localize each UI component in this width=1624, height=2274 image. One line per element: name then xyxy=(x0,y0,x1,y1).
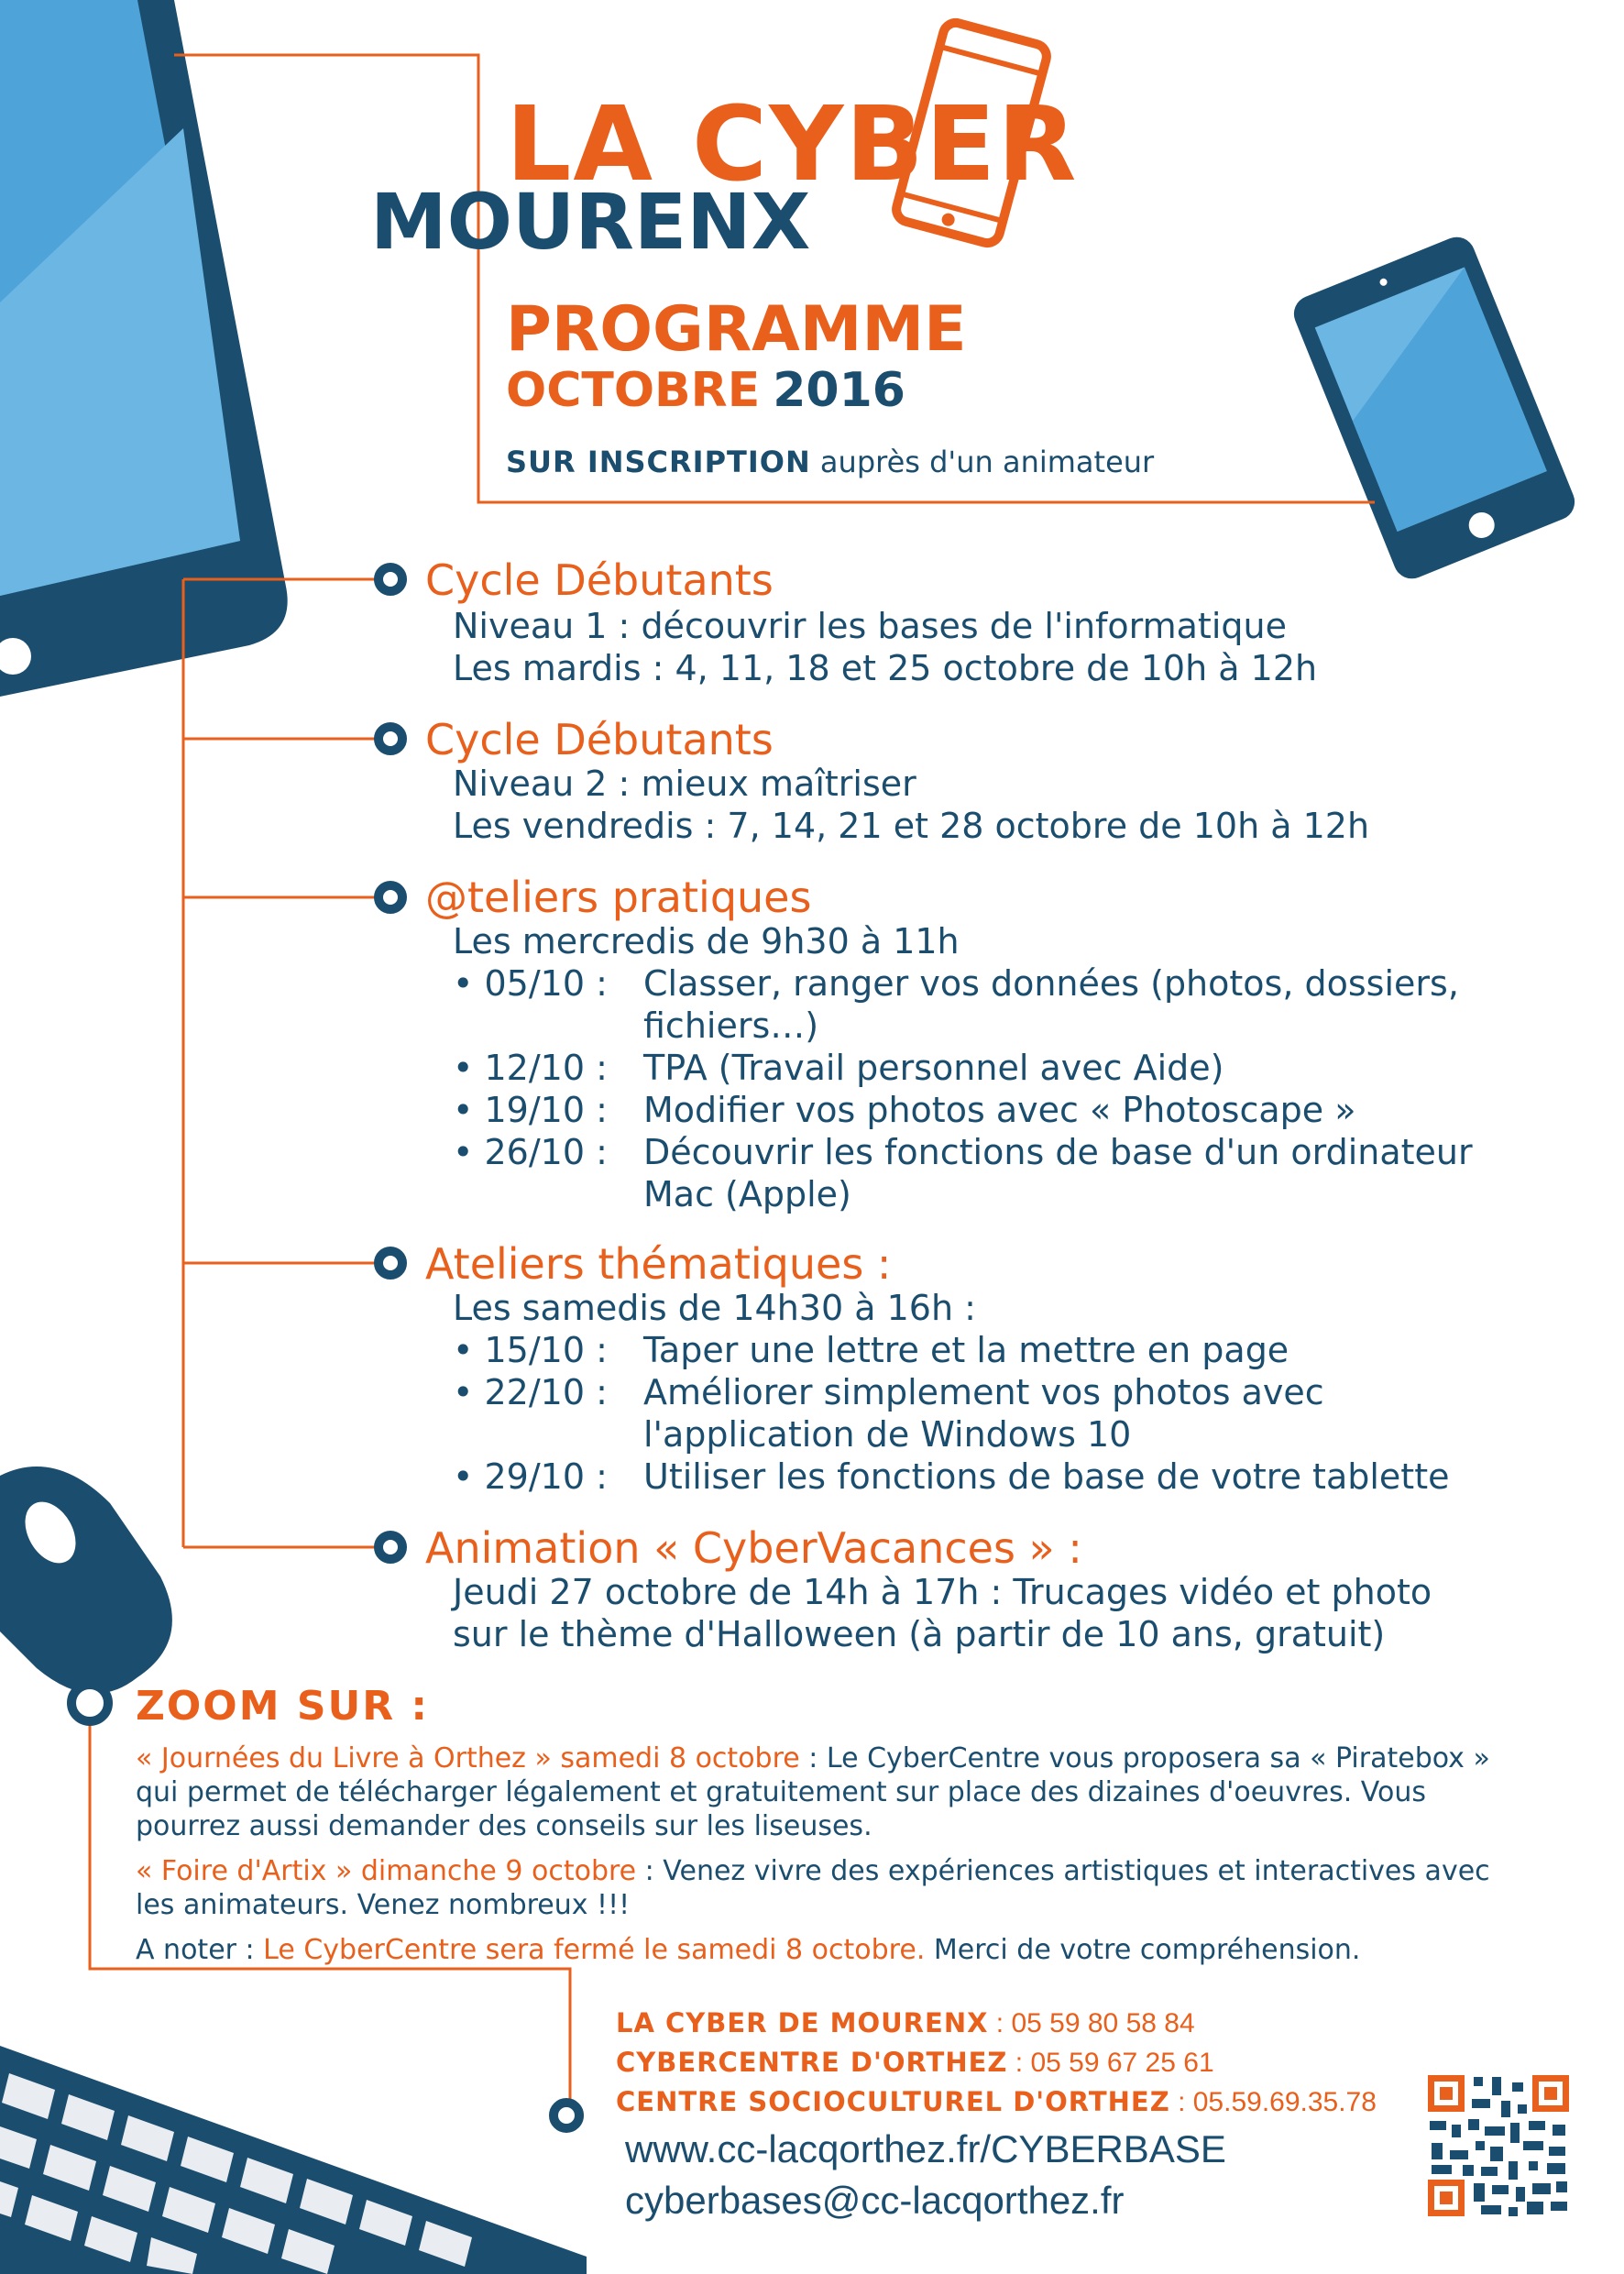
small-tablet-icon xyxy=(1289,232,1580,585)
zoom-prefix: A noter : xyxy=(136,1934,264,1966)
inscription-rest: auprès d'un animateur xyxy=(810,445,1155,479)
month-title xyxy=(506,363,905,418)
contact-name: LA CYBER DE MOURENX xyxy=(616,2007,989,2038)
item-date: • 19/10 : xyxy=(453,1090,608,1130)
item-text: Modifier vos photos avec « Photoscape » xyxy=(643,1090,1356,1130)
list-item xyxy=(453,1089,1553,1131)
list-item xyxy=(453,962,1553,1047)
inscription-note xyxy=(506,447,1154,477)
section-body-3 xyxy=(453,920,1553,1215)
section-line: Les mardis : 4, 11, 18 et 25 octobre de 10h à 12h xyxy=(453,648,1318,688)
contact-row xyxy=(616,2004,1377,2043)
contact-phone[interactable]: : 05 59 67 25 61 xyxy=(1007,2048,1214,2078)
zoom-body xyxy=(136,1741,1510,1978)
item-date: • 26/10 : xyxy=(453,1132,608,1172)
section-body-5 xyxy=(453,1571,1553,1655)
tablet-icon xyxy=(0,0,288,697)
section-line: Niveau 1 : découvrir les bases de l'informatique xyxy=(453,606,1287,646)
contact-list xyxy=(616,2004,1377,2122)
item-date: • 15/10 : xyxy=(453,1330,608,1370)
website-link[interactable]: www.cc-lacqorthez.fr/CYBERBASE xyxy=(625,2127,1226,2170)
section-body-2 xyxy=(453,763,1553,847)
contact-phone[interactable]: : 05 59 80 58 84 xyxy=(988,2008,1195,2038)
section-title-5: Animation « CyberVacances » : xyxy=(425,1523,1082,1573)
item-text: Découvrir les fonctions de base d'un ordinateur Mac (Apple) xyxy=(643,1132,1473,1214)
contact-name: CYBERCENTRE D'ORTHEZ xyxy=(616,2047,1008,2078)
contact-row xyxy=(616,2043,1377,2082)
qr-code-icon xyxy=(1426,2073,1571,2218)
zoom-paragraph-3 xyxy=(136,1933,1510,1967)
item-text: Classer, ranger vos données (photos, dossiers, fichiers…) xyxy=(643,963,1459,1046)
mouse-icon xyxy=(0,1467,172,1694)
contact-row xyxy=(616,2082,1377,2122)
item-text: TPA (Travail personnel avec Aide) xyxy=(643,1048,1224,1088)
zoom-paragraph-1 xyxy=(136,1741,1510,1843)
list-item xyxy=(453,1131,1553,1215)
programme-title: PROGRAMME xyxy=(506,293,967,366)
zoom-text: : Le CyberCentre vous proposera sa « Piratebox » qui permet de télécharger légalement et gratuitement sur place des dizaines d'oeuvres. Vous pourrez aussi demander des conseils sur les liseuses. xyxy=(136,1742,1490,1842)
section-line: Jeudi 27 octobre de 14h à 17h : Trucages vidéo et photo xyxy=(453,1572,1432,1612)
list-item xyxy=(453,1371,1553,1456)
section-line: sur le thème d'Halloween (à partir de 10 ans, gratuit) xyxy=(453,1614,1386,1654)
item-text: Utiliser les fonctions de base de votre tablette xyxy=(643,1456,1450,1497)
section-intro: Les mercredis de 9h30 à 11h xyxy=(453,921,960,961)
zoom-highlight: Le CyberCentre sera fermé le samedi 8 octobre. xyxy=(263,1934,926,1966)
section-body-1 xyxy=(453,605,1553,689)
year-label: 2016 xyxy=(773,363,905,418)
section-title-4: Ateliers thématiques : xyxy=(425,1239,892,1289)
item-text: Améliorer simplement vos photos avec l'application de Windows 10 xyxy=(643,1372,1324,1455)
zoom-paragraph-2 xyxy=(136,1854,1510,1922)
section-title-2: Cycle Débutants xyxy=(425,715,774,764)
zoom-title: ZOOM SUR : xyxy=(136,1683,430,1730)
section-body-4 xyxy=(453,1287,1553,1498)
list-item xyxy=(453,1456,1553,1498)
zoom-text: : Venez vivre des expériences artistiques et interactives avec les animateurs. Venez nombreux !!! xyxy=(136,1855,1490,1921)
list-item xyxy=(453,1329,1553,1371)
item-date: • 22/10 : xyxy=(453,1372,608,1412)
city-title: MOURENX xyxy=(370,177,811,267)
list-item xyxy=(453,1047,1553,1089)
section-title-3: @teliers pratiques xyxy=(425,873,812,922)
zoom-text: Merci de votre compréhension. xyxy=(925,1934,1361,1966)
month-label: OCTOBRE xyxy=(506,363,761,418)
email-link[interactable]: cyberbases@cc-lacqorthez.fr xyxy=(625,2179,1125,2222)
contact-phone[interactable]: : 05.59.69.35.78 xyxy=(1169,2087,1377,2117)
zoom-highlight: « Journées du Livre à Orthez » samedi 8 octobre xyxy=(136,1742,800,1774)
keyboard-icon xyxy=(0,2046,587,2274)
section-line: Niveau 2 : mieux maîtriser xyxy=(453,763,916,804)
section-title-1: Cycle Débutants xyxy=(425,555,774,605)
contact-name: CENTRE SOCIOCULTUREL D'ORTHEZ xyxy=(616,2086,1170,2117)
item-date: • 12/10 : xyxy=(453,1048,608,1088)
section-intro: Les samedis de 14h30 à 16h : xyxy=(453,1288,976,1328)
item-date: • 29/10 : xyxy=(453,1456,608,1497)
inscription-bold: SUR INSCRIPTION xyxy=(506,445,811,479)
brand-title: LA CYBER xyxy=(506,85,1079,204)
item-date: • 05/10 : xyxy=(453,963,608,1004)
zoom-highlight: « Foire d'Artix » dimanche 9 octobre xyxy=(136,1855,637,1887)
item-text: Taper une lettre et la mettre en page xyxy=(643,1330,1289,1370)
section-line: Les vendredis : 7, 14, 21 et 28 octobre de 10h à 12h xyxy=(453,806,1370,846)
